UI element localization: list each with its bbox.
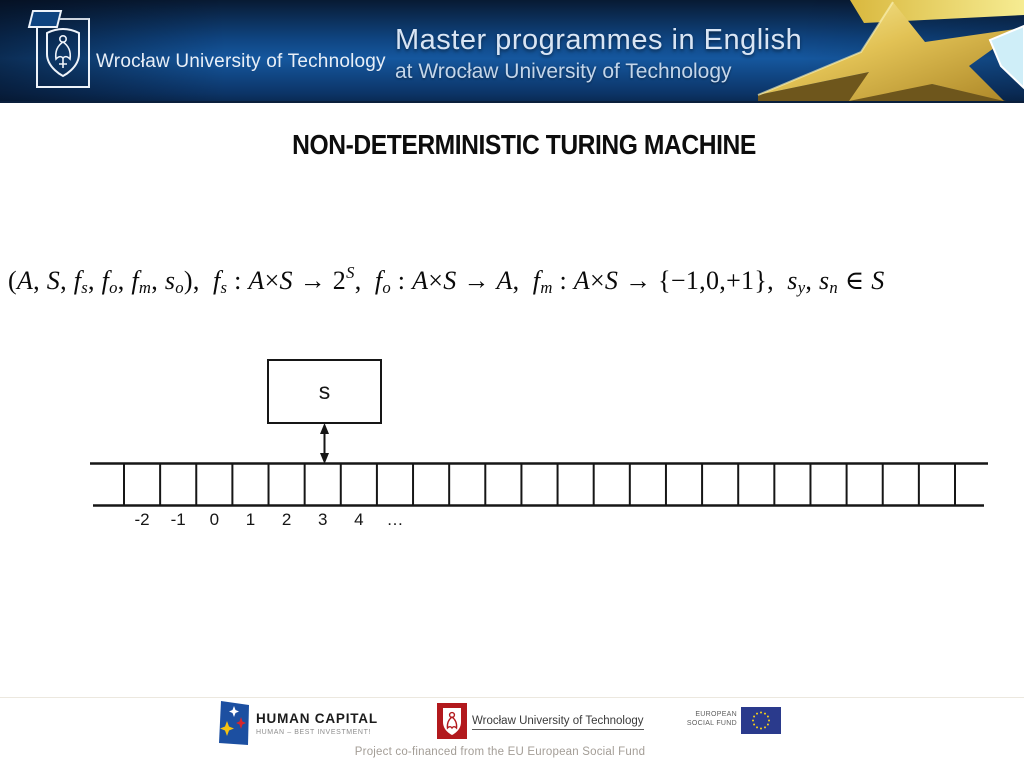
formula-segment: s: [818, 266, 830, 295]
formula-segment: {−1,0,+1}: [658, 266, 768, 295]
banner-university-name: Wrocław University of Technology: [96, 51, 386, 72]
tape-dividers: [124, 464, 955, 505]
formula-segment: A: [248, 266, 265, 295]
formula-segment: f: [73, 266, 82, 295]
university-shield-icon: [43, 26, 83, 80]
banner-programme-text: [395, 24, 802, 84]
gold-star-graphic: [754, 0, 1024, 101]
formula-segment: ,: [117, 266, 132, 295]
human-capital-text: [256, 711, 378, 736]
formula-segment: o: [175, 278, 184, 297]
formula-segment: f: [212, 266, 221, 295]
footer-divider: [0, 697, 1024, 698]
formula-segment: :: [390, 266, 413, 295]
formula-segment: S: [46, 266, 61, 295]
esf-label: [655, 710, 737, 728]
banner-headline: Master programmes in English: [395, 24, 803, 56]
formula-segment: (: [8, 266, 17, 295]
formula-segment: →: [618, 266, 659, 295]
formula-segment: A: [573, 266, 590, 295]
co-finance-note: Project co-financed from the EU European Social Fund: [354, 746, 646, 758]
human-capital-subtitle: HUMAN – BEST INVESTMENT!: [256, 729, 372, 736]
formula-segment: o: [382, 278, 391, 297]
formula-segment: ×: [264, 266, 280, 295]
formula-segment: ,: [60, 266, 74, 295]
formula-segment: S: [279, 266, 293, 295]
formula-segment: [200, 266, 213, 295]
formula-segment: →: [456, 266, 497, 295]
footer-university-name: Wrocław University of Technology: [472, 715, 644, 730]
formula-segment: m: [138, 278, 152, 297]
arrow-down-head: [320, 453, 329, 464]
tape-cell-label: …: [386, 510, 404, 529]
formula-segment: ,: [151, 266, 165, 295]
formula-segment: ,: [88, 266, 102, 295]
formula-segment: s: [81, 278, 88, 297]
formula-segment: [774, 266, 787, 295]
formula-segment: f: [131, 266, 139, 295]
tape-cell-label: 4: [354, 510, 364, 529]
tape-cell-label: 1: [245, 510, 256, 529]
tape-labels: [0, 510, 1024, 534]
formula-segment: ,: [354, 266, 362, 295]
formula-segment: s: [220, 278, 228, 297]
formula-segment: [519, 266, 532, 295]
formula-segment: ×: [589, 266, 605, 295]
formula-segment: A: [496, 266, 513, 295]
state-box: [267, 359, 382, 424]
formula-segment: y: [797, 278, 806, 297]
tape-cell-label: -2: [134, 510, 150, 529]
formula-segment: :: [552, 266, 574, 295]
formula-segment: [362, 266, 375, 295]
state-label: s: [318, 378, 331, 404]
formula-segment: :: [227, 266, 249, 295]
formula-segment: A: [16, 266, 34, 295]
human-capital-title: HUMAN CAPITAL: [256, 711, 378, 726]
tape-cell-label: 3: [317, 510, 328, 529]
formula-segment: f: [532, 266, 541, 295]
formula-segment: o: [109, 278, 118, 297]
formula-segment: ,: [805, 266, 819, 295]
tape-cell-label: -1: [170, 510, 186, 529]
formula-segment: m: [540, 278, 553, 297]
formula-segment: S: [443, 266, 457, 295]
formula-segment: ∈: [838, 266, 872, 295]
arrow-up-head: [320, 423, 329, 434]
university-logo: [36, 18, 90, 88]
formula-segment: S: [346, 263, 355, 282]
esf-label-line2: SOCIAL FUND: [686, 720, 737, 727]
banner: [0, 0, 1024, 103]
human-capital-flag-icon: [218, 700, 250, 746]
tape-cell-label: 2: [281, 510, 292, 529]
formula-segment: →: [292, 266, 333, 295]
banner-subheadline: at Wrocław University of Technology: [395, 60, 732, 83]
formula-segment: n: [829, 278, 839, 297]
tape-cell-label: 0: [209, 510, 220, 529]
formula-segment: f: [101, 266, 110, 295]
formula-segment: s: [164, 266, 176, 295]
esf-label-line1: EUROPEAN: [695, 711, 737, 718]
formula-segment: A: [412, 266, 429, 295]
formula-segment: ×: [428, 266, 444, 295]
formula-segment: S: [604, 266, 619, 295]
eu-flag-icon: [741, 707, 781, 734]
slide-title: NON-DETERMINISTIC TURING MACHINE: [292, 128, 756, 160]
formula: [8, 241, 1024, 305]
formula-segment: ,: [767, 266, 774, 295]
formula-segment: s: [787, 266, 798, 295]
formula-segment: ,: [512, 266, 520, 295]
formula-segment: S: [871, 266, 885, 295]
formula-segment: 2: [332, 266, 347, 295]
formula-segment: ),: [183, 266, 200, 295]
formula-segment: ,: [33, 266, 47, 295]
footer-university-shield-icon: [437, 703, 467, 739]
formula-segment: f: [374, 266, 383, 295]
